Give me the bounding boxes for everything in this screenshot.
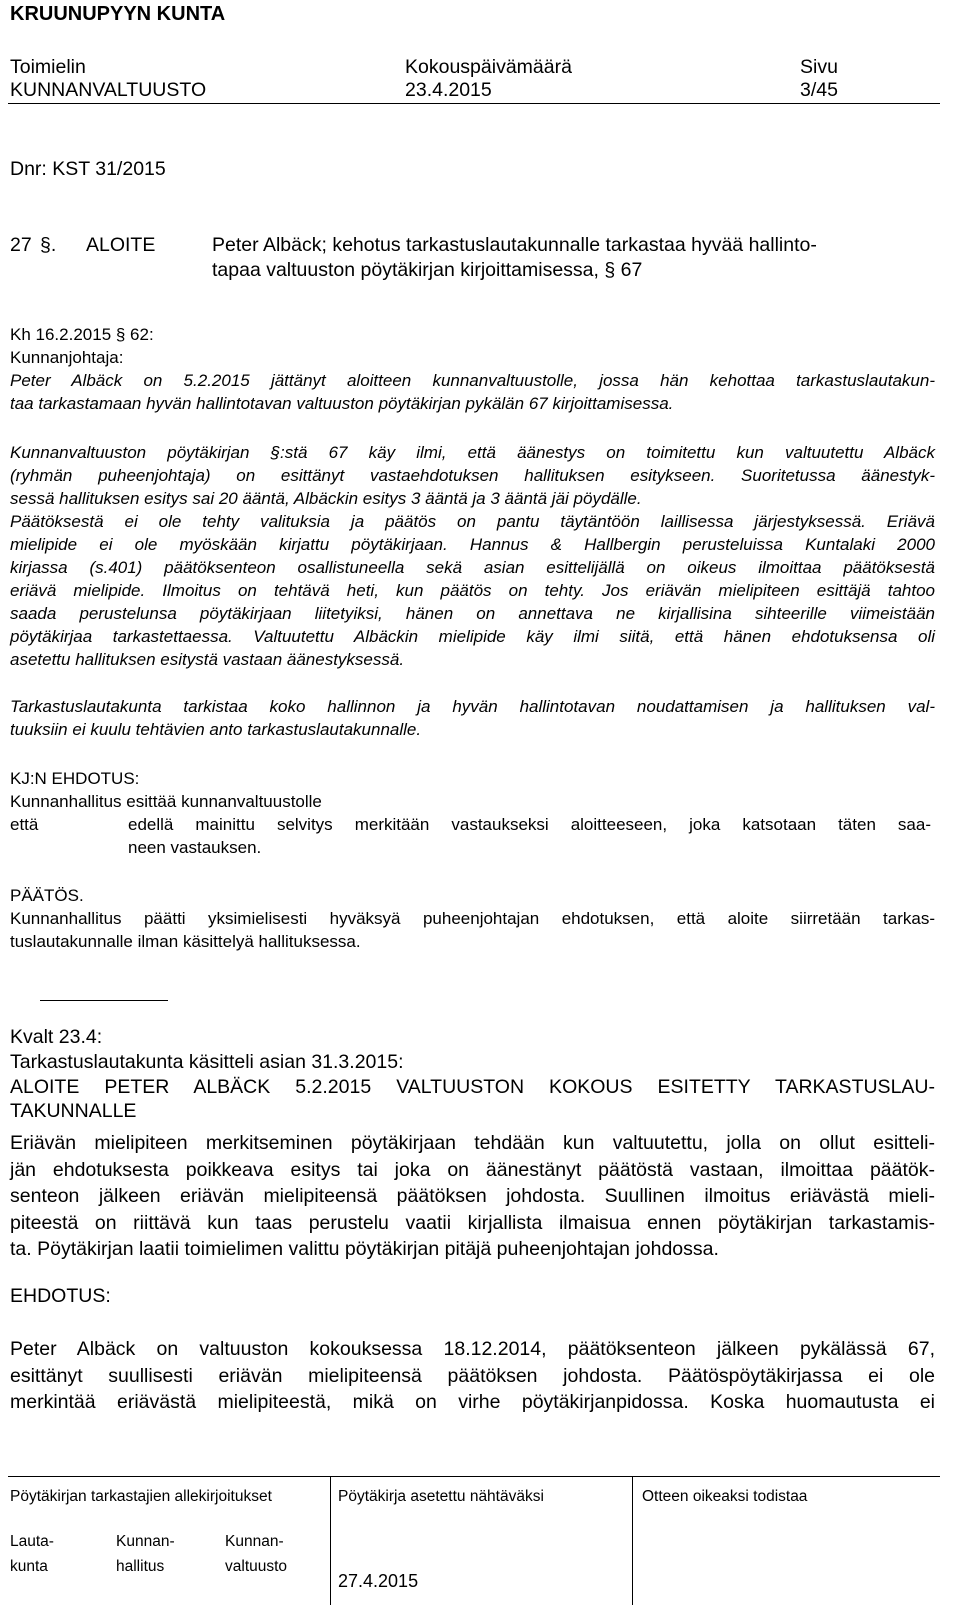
- text-line: asetettu hallituksen esitystä vastaan äänestyksessä.: [10, 650, 405, 669]
- text-line: esittänyt suullisesti eriävän mielipiteensä päätöksen johdosta. Päätöspöytäkirjassa ei ole: [10, 1364, 935, 1387]
- kvalt-title: [10, 1075, 935, 1123]
- text-line: mielipide ei ole myöskään kirjattu pöytäkirjaan. Hannus & Hallbergin perusteluissa Kuntalaki 2000: [10, 535, 935, 554]
- footer-kunnanvaltuusto-l2: valtuusto: [225, 1558, 288, 1575]
- text-line: merkintää eriävästä mielipiteestä, mikä on virhe pöytäkirjanpidossa. Koska huomautusta ei: [10, 1391, 935, 1413]
- section-number: 27: [10, 234, 32, 256]
- text-line: sessä hallituksen esitys sai 20 ääntä, Albäckin esitys 3 ääntä ja 3 ääntä jäi pöydälle.: [10, 489, 642, 508]
- kjn-text: [128, 813, 931, 859]
- text-line: tuslautakunnalle ilman käsittelyä hallituksessa.: [10, 932, 361, 951]
- footer-lautakunta-l1: Lauta-: [10, 1533, 54, 1550]
- text-line: ta. Pöytäkirjan laatii toimielimen valittu pöytäkirjan pitäjä puheenjohtajan johdossa.: [10, 1238, 719, 1260]
- header-col1-label: Toimielin: [10, 56, 86, 78]
- header-col2-label: Kokouspäivämäärä: [405, 56, 572, 78]
- text-line: Peter Albäck on valtuuston kokouksessa 18.12.2014, päätöksenteon jälkeen pykälässä 67,: [10, 1338, 935, 1360]
- kunnanjohtaja-label: Kunnanjohtaja:: [10, 348, 124, 367]
- ehdotus-heading: EHDOTUS:: [10, 1285, 111, 1307]
- text-line: Peter Albäck on 5.2.2015 jättänyt aloitteen kunnanvaltuustolle, jossa hän kehottaa tarkastuslautakun-: [10, 371, 935, 390]
- footer-rule: [8, 1476, 940, 1477]
- text-line: edellä mainittu selvitys merkitään vastaukseksi aloitteeseen, joka katsotaan täten saa-: [128, 815, 931, 834]
- footer-lautakunta-l2: kunta: [10, 1558, 48, 1575]
- dnr-line: Dnr: KST 31/2015: [10, 158, 166, 180]
- kjn-label: että: [10, 815, 39, 834]
- header-col2-value: 23.4.2015: [405, 79, 492, 101]
- text-line: tuuksiin ei kuulu tehtävien anto tarkastuslautakunnalle.: [10, 720, 422, 739]
- footer-kunnanhallitus-l2: hallitus: [116, 1558, 165, 1575]
- section-title-line2: tapaa valtuuston pöytäkirjan kirjoittamisessa, § 67: [212, 259, 643, 281]
- text-line: Eriävän mielipiteen merkitseminen pöytäkirjaan tehdään kun valtuutettu, jolla on ollut esitteli-: [10, 1132, 935, 1154]
- proposal-intro-paragraph: [10, 369, 935, 415]
- text-line: taa tarkastamaan hyvän hallintotavan valtuuston pöytäkirjan pykälän 67 kirjoittamisessa.: [10, 394, 674, 413]
- text-line: pöytäkirjaa tarkastettaessa. Valtuutettu Albäckin mielipide käy ilmi siitä, että hänen ehdotuksensa oli: [10, 627, 935, 646]
- footer-kunnanvaltuusto-l1: Kunnan-: [225, 1533, 284, 1550]
- footer-divider: [632, 1477, 633, 1605]
- extract-certification-heading: Otteen oikeaksi todistaa: [642, 1488, 808, 1505]
- municipality-name: KRUUNUPYYN KUNTA: [10, 3, 226, 25]
- proposal-detail-paragraph: [10, 441, 935, 671]
- kjn-heading: KJ:N EHDOTUS:: [10, 769, 140, 788]
- header-col1-value: KUNNANVALTUUSTO: [10, 79, 207, 101]
- section-title-line1: Peter Albäck; kehotus tarkastuslautakunnalle tarkastaa hyvää hallinto-: [212, 234, 817, 256]
- public-display-date: 27.4.2015: [338, 1571, 419, 1591]
- audit-scope-paragraph: [10, 695, 935, 741]
- footer-kunnanhallitus-l1: Kunnan-: [116, 1533, 175, 1550]
- decision-paragraph: [10, 907, 935, 953]
- footer-divider: [330, 1477, 331, 1605]
- text-line: saada perustelunsa pöytäkirjaan liitetyiksi, hänen on annettava ne kirjallisina sihteerille viimeistään: [10, 604, 935, 623]
- text-line: (ryhmän puheenjohtaja) on esittänyt vastaehdotuksen hallituksen esitykseen. Suoritetussa äänestyk-: [10, 466, 935, 485]
- kjn-line1: Kunnanhallitus esittää kunnanvaltuustolle: [10, 792, 322, 811]
- text-line: TAKUNNALLE: [10, 1100, 137, 1122]
- kh-reference: Kh 16.2.2015 § 62:: [10, 325, 154, 344]
- text-line: senteon jälkeen eriävän mielipiteensä päätöksen johdosta. Suullinen ilmoitus eriävästä mieli-: [10, 1185, 935, 1207]
- text-line: neen vastauksen.: [128, 838, 262, 857]
- text-line: Kunnanvaltuuston pöytäkirjan §:stä 67 käy ilmi, että äänestys on toimitettu kun valtuutettu Albäck: [10, 443, 935, 462]
- text-line: eriävä mielipide. Ilmoitus on tehtävä heti, kun päätös on tehty. Jos eriävän mielipiteen esittäjä tahtoo: [10, 581, 935, 600]
- dissent-explanation-paragraph: [10, 1130, 935, 1263]
- section-symbol: §.: [40, 234, 57, 256]
- header-rule: [8, 103, 940, 104]
- separator-line: [40, 1000, 168, 1001]
- text-line: jän ehdotuksesta poikkeava esitys tai joka on äänestänyt päätöstä vastaan, ilmoittaa päätök-: [10, 1158, 935, 1181]
- header-col3-label: Sivu: [800, 56, 838, 78]
- text-line: Päätöksestä ei ole tehty valituksia ja päätös on pantu täytäntöön laillisessa järjestyksessä. Eriävä: [10, 512, 935, 531]
- text-line: Kunnanhallitus päätti yksimielisesti hyväksyä puheenjohtajan ehdotuksen, että aloite siirretään tarkas-: [10, 909, 935, 928]
- header-col3-value: 3/45: [800, 79, 838, 101]
- text-line: ALOITE PETER ALBÄCK 5.2.2015 VALTUUSTON KOKOUS ESITETTY TARKASTUSLAU-: [10, 1076, 935, 1098]
- section-kind: ALOITE: [86, 234, 156, 256]
- text-line: Tarkastuslautakunta tarkistaa koko hallinnon ja hyvän hallintotavan noudattamisen ja hallituksen val-: [10, 697, 935, 716]
- signatures-heading: Pöytäkirjan tarkastajien allekirjoitukset: [10, 1488, 272, 1505]
- text-line: piteestä on riittävä kun taas perustelu vaatii kirjallista ilmaisua ennen pöytäkirjan tarkastamis-: [10, 1211, 935, 1234]
- kvalt-line1: Tarkastuslautakunta käsitteli asian 31.3.2015:: [10, 1051, 404, 1073]
- proposal-paragraph: [10, 1336, 935, 1416]
- text-line: kirjassa (s.401) päätöksenteon osallistuneella sekä asian esittelijällä on oikeus ilmoittaa päätöksestä: [10, 558, 935, 577]
- public-display-heading: Pöytäkirja asetettu nähtäväksi: [338, 1488, 544, 1505]
- kvalt-heading: Kvalt 23.4:: [10, 1026, 103, 1048]
- decision-heading: PÄÄTÖS.: [10, 886, 84, 905]
